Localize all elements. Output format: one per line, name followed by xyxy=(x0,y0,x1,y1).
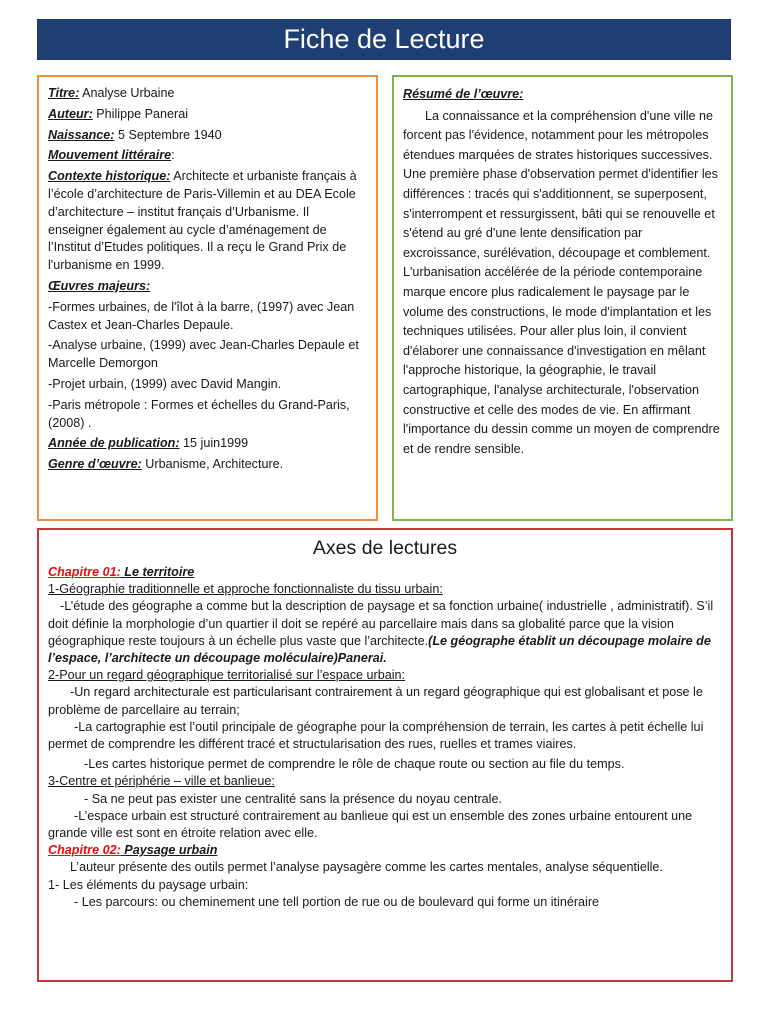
section-1-paragraph xyxy=(48,598,722,667)
chapter-02-heading xyxy=(48,842,722,859)
axes-panel xyxy=(37,528,733,982)
axes-title: Axes de lectures xyxy=(312,537,458,559)
oeuvres-label: Œuvres majeurs: xyxy=(48,278,151,293)
chapter-01-heading xyxy=(48,564,722,581)
naissance-value: 5 Septembre 1940 xyxy=(114,127,222,142)
section-3-paragraph-2: -L’espace urbain est structuré contrairement au banlieue qui est un ensemble des zones urbaine entourent une grande ville est sont en étroite relation avec elle. xyxy=(48,808,693,841)
titre-value: Analyse Urbaine xyxy=(79,86,175,100)
resume-label: Résumé de l’œuvre: xyxy=(403,87,524,101)
info-panel xyxy=(37,75,378,521)
naissance-label: Naissance: xyxy=(48,127,115,142)
section-1-heading: 1-Géographie traditionnelle et approche fonctionnaliste du tissu urbain: xyxy=(48,582,443,597)
chapter-01-label: Chapitre 01: xyxy=(48,565,121,579)
auteur-label: Auteur: xyxy=(48,106,93,121)
titre-label: Titre: xyxy=(48,86,80,100)
genre-label: Genre d’œuvre: xyxy=(48,457,142,472)
resume-panel xyxy=(392,75,733,521)
section-3-heading: 3-Centre et périphérie – ville et banlieue: xyxy=(48,774,275,789)
chapter-02-subheading: 1- Les éléments du paysage urbain: xyxy=(48,877,249,892)
annee-label: Année de publication: xyxy=(48,436,180,451)
annee-line xyxy=(48,435,367,453)
oeuvres-heading xyxy=(48,278,367,296)
mouvement-label: Mouvement littéraire xyxy=(48,148,172,163)
oeuvre-item: -Formes urbaines, de l'îlot à la barre, (1997) avec Jean Castex et Jean-Charles Depaule. xyxy=(48,299,355,332)
page-title: Fiche de Lecture xyxy=(37,19,731,60)
titre-line xyxy=(48,85,367,103)
chapter-02-parcours: - Les parcours: ou cheminement une tell portion de rue ou de boulevard qui forme un itinéraire xyxy=(74,894,600,909)
contexte-value: Architecte et urbaniste français à l’école d’architecture de Paris-Villemin et au DEA Ecole d’architecture – institut français d’Urbanisme. Il enseigner également au cycle d’aménagement de l’Institut d’Etudes politiques. Il a reçu le Grand Prix de l'urbanisme en 1999. xyxy=(48,169,357,273)
section-1-text: -L’étude des géographe a comme but la description de paysage et sa fonction urbaine( industrielle , administratif). S’il doit définie la morphologie d’un quartier il doit se repéré au parcellaire mais dans sa globalité parce que la vision géographique reste toujours à un échelle plus vaste que l’architecte. xyxy=(48,599,714,648)
oeuvre-item: -Paris métropole : Formes et échelles du Grand-Paris, (2008) . xyxy=(48,397,350,430)
chapter-02-title: Paysage urbain xyxy=(120,843,218,858)
resume-text: La connaissance et la compréhension d'une ville ne forcent pas l'évidence, notamment pour les métropoles étendues marquées de strates historiques successives. Une première phase d'observation permet d'identifier les différences : tracés qui s'additionnent, se superposent, s'interrompent et ressurgissent, bâti qui se renouvelle et s'étend au gré d'une lente densification par excroissance, surélévation, découpage et comblement. L'urbanisation accélérée de la période contemporaine marque encore plus radicalement le paysage par le volume des constructions, le mode d'implantation et les techniques utilisées. Pour aller plus loin, il convient d'élaborer une connaissance d'investigation en mêlant l'approche historique, la géographie, le travail cartographique, l'analyse architecturale, l'observation constructive et celle des modes de vie. En affirmant l'importance du dessin comme un moyen de comprendre et de rendre sensible. xyxy=(403,108,720,456)
oeuvre-item: -Projet urbain, (1999) avec David Mangin. xyxy=(48,376,282,391)
oeuvre-item: -Analyse urbaine, (1999) avec Jean-Charles Depaule et Marcelle Demorgon xyxy=(48,338,359,371)
section-2-paragraph-2: -La cartographie est l’outil principale de géographe pour la compréhension de terrain, les cartes à petit échelle lui permet de comprendre les différent tracé et structularisation des rues, ruelles et trames viaires. xyxy=(48,719,704,752)
genre-value: Urbanisme, Architecture. xyxy=(141,457,284,472)
mouvement-line xyxy=(48,147,367,165)
contexte-paragraph xyxy=(48,168,367,275)
chapter-02-intro: L’auteur présente des outils permet l’analyse paysagère comme les cartes mentales, analyse séquentielle. xyxy=(70,860,663,875)
resume-heading xyxy=(403,85,722,105)
section-3-paragraph-1: - Sa ne peut pas exister une centralité sans la présence du noyau centrale. xyxy=(84,791,502,806)
annee-value: 15 juin1999 xyxy=(179,436,249,451)
naissance-line xyxy=(48,127,367,145)
auteur-line xyxy=(48,106,367,124)
chapter-02-label: Chapitre 02: xyxy=(48,843,121,858)
section-2-paragraph-1: -Un regard architecturale est particularisant contrairement à un regard géographique qui est globalisant et pose le problème de parcellaire au terrain; xyxy=(48,685,703,717)
chapter-01-title: Le territoire xyxy=(120,565,195,579)
section-2-paragraph-3: -Les cartes historique permet de comprendre le rôle de chaque route ou section au file du temps. xyxy=(84,757,625,772)
panerai-quote: (Le géographe établit un découpage molaire de l’espace, l’architecte un découpage moléculaire)Panerai. xyxy=(48,633,711,666)
genre-line xyxy=(48,456,367,474)
mouvement-value: : xyxy=(171,148,175,163)
contexte-label: Contexte historique: xyxy=(48,169,171,184)
auteur-value: Philippe Panerai xyxy=(92,106,188,121)
section-2-heading: 2-Pour un regard géographique territorialisé sur l’espace urbain: xyxy=(48,668,406,683)
